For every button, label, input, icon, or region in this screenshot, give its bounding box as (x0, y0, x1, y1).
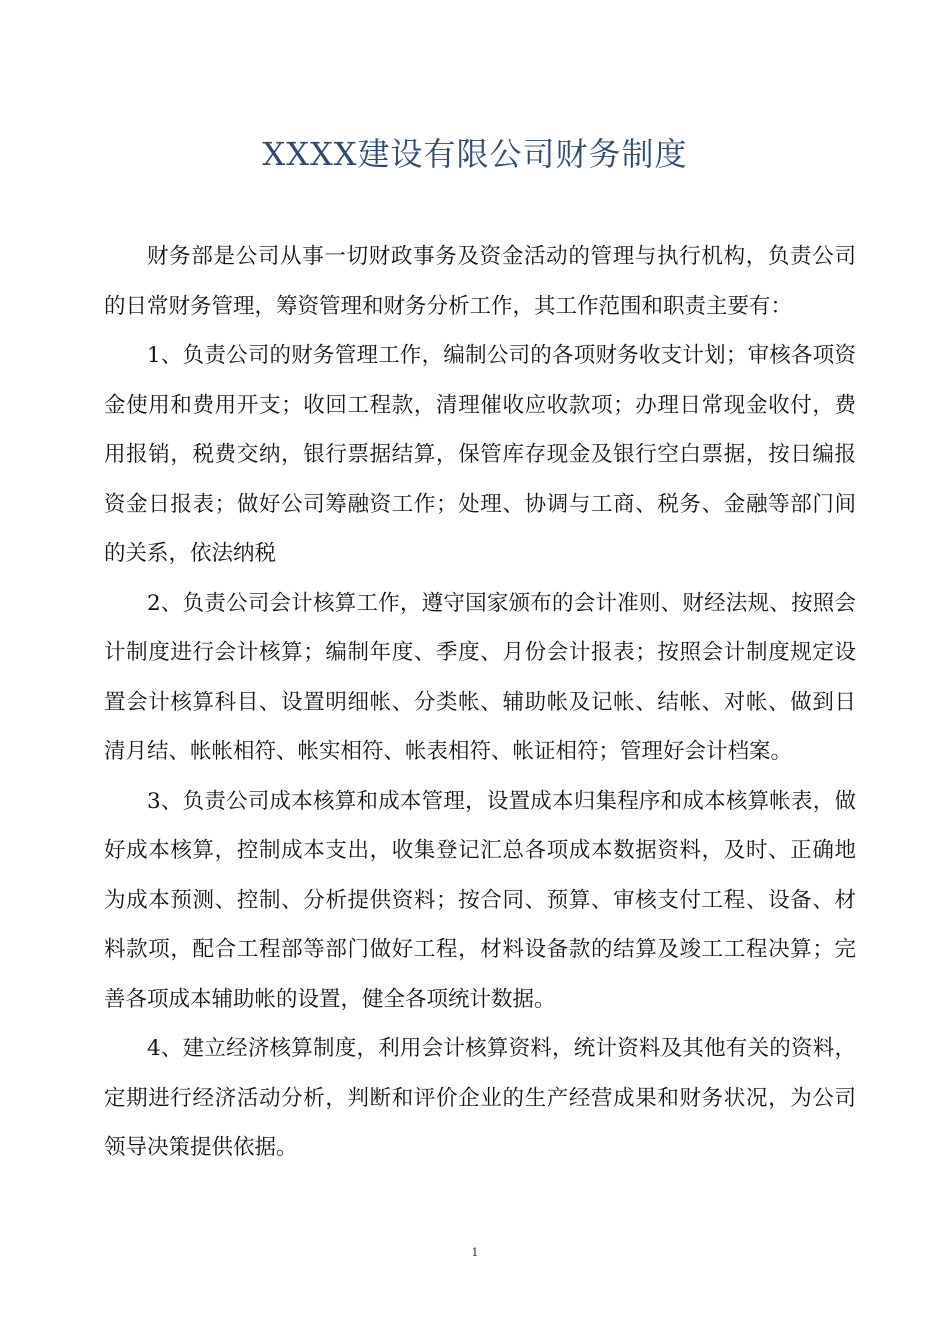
duty-paragraph-3: 3、负责公司成本核算和成本管理，设置成本归集程序和成本核算帐表，做好成本核算，控制成本支出，收集登记汇总各项成本数据资料，及时、正确地为成本预测、控制、分析提供资料；按合同、预算、审核支付工程、设备、材料款项，配合工程部等部门做好工程，材料设备款的结算及竣工工程决算；完善各项成本辅助帐的设置，健全各项统计数据。 (104, 788, 856, 1012)
intro-paragraph: 财务部是公司从事一切财政事务及资金活动的管理与执行机构，负责公司的日常财务管理，筹资管理和财务分析工作，其工作范围和职责主要有： (104, 244, 856, 319)
duty-paragraph-4: 4、建立经济核算制度，利用会计核算资料，统计资料及其他有关的资料，定期进行经济活动分析，判断和评价企业的生产经营成果和财务状况，为公司领导决策提供依据。 (104, 1036, 856, 1160)
duty-paragraph-1: 1、负责公司的财务管理工作，编制公司的各项财务收支计划；审核各项资金使用和费用开支；收回工程款，清理催收应收款项；办理日常现金收付，费用报销，税费交纳，银行票据结算，保管库存现金及银行空白票据，按日编报资金日报表；做好公司筹融资工作；处理、协调与工商、税务、金融等部门间的关系，依法纳税 (104, 343, 856, 566)
document-title: XXXX建设有限公司财务制度 (262, 135, 688, 173)
page-number: 1 (471, 1246, 479, 1259)
document-body (104, 232, 856, 1173)
duty-paragraph-2: 2、负责公司会计核算工作，遵守国家颁布的会计准则、财经法规、按照会计制度进行会计核算；编制年度、季度、月份会计报表；按照会计制度规定设置会计核算科目、设置明细帐、分类帐、辅助帐及记帐、结帐、对帐、做到日清月结、帐帐相符、帐实相符、帐表相符、帐证相符；管理好会计档案。 (104, 590, 856, 764)
